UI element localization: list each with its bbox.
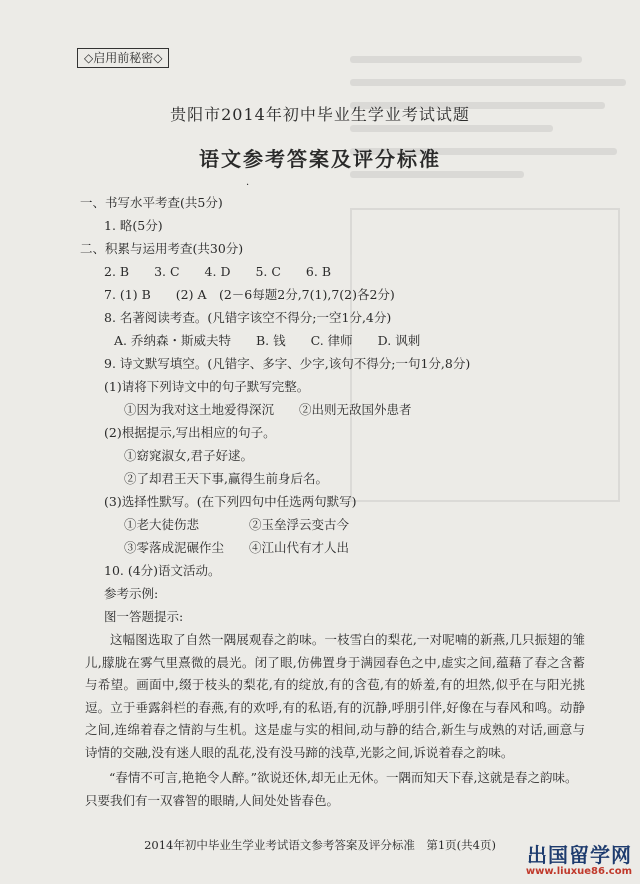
stray-mark: · [246, 180, 250, 191]
secret-stamp: ◇启用前秘密◇ [77, 48, 169, 68]
answer-line: (2)根据提示,写出相应的句子。 [104, 425, 276, 440]
answer-line: 9. 诗文默写填空。(凡错字、多字、少字,该句不得分;一句1分,8分) [104, 356, 471, 371]
answer-line: 图一答题提示: [104, 609, 184, 624]
answer-line: ②了却君王天下事,赢得生前身后名。 [124, 471, 328, 486]
answer-line: ③零落成泥碾作尘 ④江山代有才人出 [124, 540, 350, 555]
watermark-name: 出国留学网 [527, 843, 632, 867]
section-heading: 一、书写水平考查(共5分) [80, 195, 223, 210]
page-title: 语文参考答案及评分标准 [199, 147, 441, 171]
answer-line: 1. 略(5分) [104, 218, 163, 233]
answer-line: 只要我们有一双睿智的眼睛,人间处处皆春色。 [85, 793, 339, 808]
answer-line: 10. (4分)语文活动。 [104, 563, 221, 578]
section-heading: 二、积累与运用考查(共30分) [80, 241, 244, 256]
watermark-url: www.liuxue86.com [525, 866, 632, 877]
answer-line: ①因为我对这土地爱得深沉 ②出则无敌国外患者 [124, 402, 412, 417]
answer-line: 2. B 3. C 4. D 5. C 6. B [104, 264, 332, 279]
answer-line: A. 乔纳森・斯威夫特 B. 钱 C. 律师 D. 讽刺 [114, 333, 421, 348]
sample-answer-paragraph: 这幅图选取了自然一隅展观春之韵味。一枝雪白的梨花,一对呢喃的新燕,几只振翅的雏儿,朦胧在雾气里熹微的晨光。闭了眼,仿佛置身于满园春色之中,虚实之间,蕴藉了春之含蓄与希望。画面中,缀于枝头的梨花,有的绽放,有的含苞,有的娇羞,有的坦然,似乎在与阳光挑逗。立于垂露斜栏的春燕,有的欢呼,有的私语,有的沉静,呼朋引伴,好像在与春风和鸣。动静之间,连绵着春之情韵与生机。这是虚与实的相间,动与静的结合,新生与成熟的对话,画意与诗情的交融,没有迷人眼的乱花,没有没马蹄的浅草,光影之间,诉说着春之韵味。 [85, 632, 585, 760]
answer-line: (1)请将下列诗文中的句子默写完整。 [104, 379, 310, 394]
answer-line: 参考示例: [104, 586, 159, 601]
answer-line: “春情不可言,艳艳令人醉。”欲说还休,却无止无休。一隅而知天下春,这就是春之韵味。 [109, 770, 578, 785]
answer-line: ①老大徒伤悲 ②玉垒浮云变古今 [124, 517, 350, 532]
page-footer: 2014年初中毕业生学业考试语文参考答案及评分标准 第1页(共4页) [144, 838, 496, 852]
exam-title: 贵阳市2014年初中毕业生学业考试试题 [170, 105, 470, 124]
answer-line: 8. 名著阅读考查。(凡错字该空不得分;一空1分,4分) [104, 310, 392, 325]
answer-line: ①窈窕淑女,君子好逑。 [124, 448, 253, 463]
answer-line: (3)选择性默写。(在下列四句中任选两句默写) [104, 494, 357, 509]
answer-line: 7. (1) B (2) A (2－6每题2分,7(1),7(2)各2分) [104, 287, 395, 302]
site-watermark-logo [512, 844, 632, 878]
